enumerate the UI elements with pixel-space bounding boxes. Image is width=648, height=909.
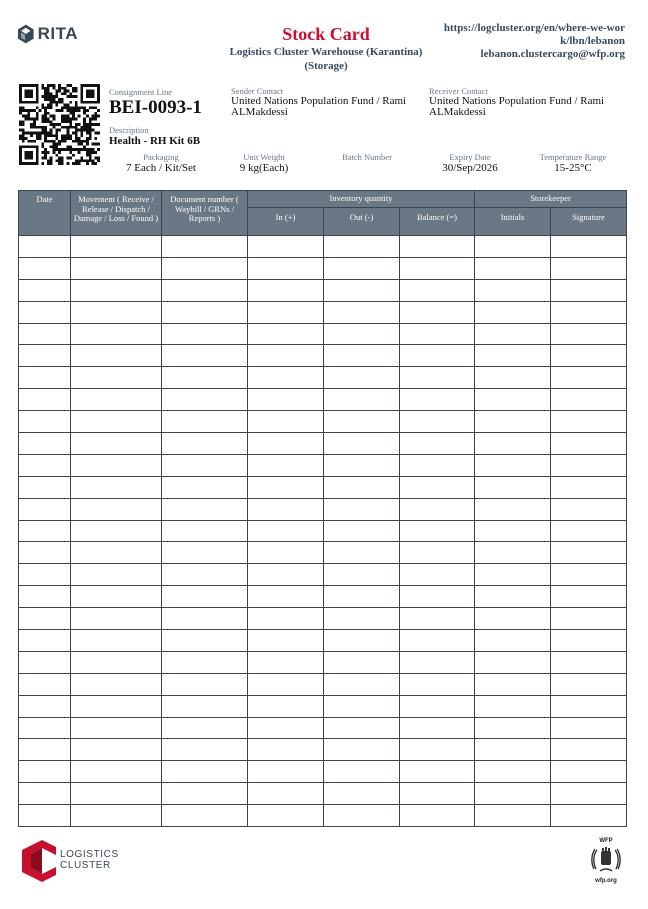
table-cell[interactable] (324, 476, 400, 498)
table-cell[interactable] (71, 761, 162, 783)
table-cell[interactable] (248, 630, 324, 652)
table-cell[interactable] (400, 805, 475, 827)
table-cell[interactable] (71, 454, 162, 476)
table-cell[interactable] (162, 236, 248, 258)
table-cell[interactable] (475, 367, 551, 389)
table-cell[interactable] (71, 301, 162, 323)
table-cell[interactable] (551, 520, 627, 542)
table-cell[interactable] (551, 367, 627, 389)
table-cell[interactable] (400, 542, 475, 564)
table-cell[interactable] (475, 498, 551, 520)
table-cell[interactable] (400, 345, 475, 367)
table-cell[interactable] (19, 630, 71, 652)
table-cell[interactable] (71, 367, 162, 389)
packaging-label: Packaging (143, 152, 179, 162)
col-balance: Balance (=) (400, 208, 475, 236)
table-row (19, 564, 627, 586)
table-cell[interactable] (475, 783, 551, 805)
table-cell[interactable] (248, 761, 324, 783)
table-cell[interactable] (162, 323, 248, 345)
table-cell[interactable] (551, 236, 627, 258)
table-cell[interactable] (400, 630, 475, 652)
table-cell[interactable] (475, 279, 551, 301)
table-cell[interactable] (475, 695, 551, 717)
table-cell[interactable] (400, 433, 475, 455)
expiry-date-value: 30/Sep/2026 (442, 162, 498, 174)
table-row (19, 805, 627, 827)
table-cell[interactable] (19, 717, 71, 739)
table-cell[interactable] (324, 564, 400, 586)
table-cell[interactable] (551, 257, 627, 279)
packaging (110, 152, 212, 174)
table-cell[interactable] (71, 608, 162, 630)
table-cell[interactable] (551, 739, 627, 761)
table-cell[interactable] (19, 367, 71, 389)
table-cell[interactable] (162, 411, 248, 433)
table-cell[interactable] (551, 454, 627, 476)
table-cell[interactable] (162, 717, 248, 739)
table-cell[interactable] (71, 433, 162, 455)
table-cell[interactable] (71, 389, 162, 411)
table-cell[interactable] (19, 761, 71, 783)
table-cell[interactable] (19, 411, 71, 433)
table-cell[interactable] (324, 279, 400, 301)
packaging-value: 7 Each / Kit/Set (126, 162, 196, 174)
table-cell[interactable] (248, 389, 324, 411)
warehouse-name: Logistics Cluster Warehouse (Karantina) (Storage) (229, 46, 423, 72)
table-cell[interactable] (475, 717, 551, 739)
table-row (19, 345, 627, 367)
table-cell[interactable] (19, 739, 71, 761)
table-cell[interactable] (71, 236, 162, 258)
table-cell[interactable] (551, 345, 627, 367)
table-row (19, 279, 627, 301)
col-document-number: Document number ( Waybill / GRNs / Reports ) (162, 191, 248, 236)
table-cell[interactable] (400, 695, 475, 717)
table-cell[interactable] (324, 651, 400, 673)
table-row (19, 454, 627, 476)
receiver-contact-value: United Nations Population Fund / Rami ALMakdessi (429, 95, 605, 118)
table-cell[interactable] (400, 301, 475, 323)
table-row (19, 498, 627, 520)
table-cell[interactable] (248, 345, 324, 367)
table-cell[interactable] (162, 608, 248, 630)
table-row (19, 761, 627, 783)
table-cell[interactable] (248, 695, 324, 717)
table-cell[interactable] (551, 411, 627, 433)
table-cell[interactable] (162, 520, 248, 542)
table-cell[interactable] (71, 739, 162, 761)
table-cell[interactable] (400, 367, 475, 389)
table-cell[interactable] (71, 651, 162, 673)
rita-logo (18, 20, 78, 48)
table-cell[interactable] (248, 279, 324, 301)
table-cell[interactable] (475, 739, 551, 761)
table-cell[interactable] (400, 564, 475, 586)
table-cell[interactable] (551, 673, 627, 695)
table-row (19, 520, 627, 542)
table-cell[interactable] (324, 454, 400, 476)
table-cell[interactable] (551, 301, 627, 323)
table-cell[interactable] (248, 257, 324, 279)
table-cell[interactable] (324, 520, 400, 542)
unit-weight-label: Unit Weight (243, 152, 285, 162)
table-cell[interactable] (248, 454, 324, 476)
table-cell[interactable] (551, 433, 627, 455)
table-cell[interactable] (324, 498, 400, 520)
table-cell[interactable] (162, 564, 248, 586)
table-cell[interactable] (248, 805, 324, 827)
table-cell[interactable] (248, 476, 324, 498)
contact-block (440, 22, 625, 61)
table-cell[interactable] (71, 695, 162, 717)
table-cell[interactable] (71, 520, 162, 542)
expiry-date-label: Expiry Date (449, 152, 491, 162)
table-cell[interactable] (162, 498, 248, 520)
table-cell[interactable] (400, 411, 475, 433)
table-cell[interactable] (324, 805, 400, 827)
table-cell[interactable] (475, 389, 551, 411)
table-cell[interactable] (248, 783, 324, 805)
expiry-date (428, 152, 512, 174)
sender-contact-label: Sender Contact (231, 86, 284, 96)
table-cell[interactable] (248, 367, 324, 389)
table-cell[interactable] (400, 389, 475, 411)
table-cell[interactable] (551, 498, 627, 520)
wfp-logo (588, 838, 624, 884)
table-row (19, 257, 627, 279)
consignment-line-value: BEI-0093-1 (109, 97, 202, 118)
batch-number-label: Batch Number (342, 152, 392, 162)
table-cell[interactable] (400, 279, 475, 301)
table-cell[interactable] (19, 542, 71, 564)
table-cell[interactable] (71, 673, 162, 695)
stock-table (18, 190, 627, 827)
table-cell[interactable] (475, 805, 551, 827)
table-cell[interactable] (71, 542, 162, 564)
table-cell[interactable] (71, 257, 162, 279)
table-cell[interactable] (19, 564, 71, 586)
table-cell[interactable] (475, 608, 551, 630)
col-initials: Initials (475, 208, 551, 236)
table-cell[interactable] (248, 586, 324, 608)
temperature-range-label: Temperature Range (539, 152, 607, 162)
table-cell[interactable] (400, 717, 475, 739)
table-cell[interactable] (19, 498, 71, 520)
table-cell[interactable] (475, 476, 551, 498)
col-storekeeper: Storekeeper (475, 191, 627, 208)
table-cell[interactable] (71, 476, 162, 498)
table-cell[interactable] (162, 454, 248, 476)
table-cell[interactable] (324, 783, 400, 805)
table-cell[interactable] (551, 783, 627, 805)
stock-table-body (19, 236, 627, 827)
table-cell[interactable] (475, 345, 551, 367)
table-cell[interactable] (19, 323, 71, 345)
table-cell[interactable] (551, 608, 627, 630)
table-cell[interactable] (19, 805, 71, 827)
table-cell[interactable] (475, 761, 551, 783)
table-cell[interactable] (19, 520, 71, 542)
table-cell[interactable] (71, 564, 162, 586)
table-cell[interactable] (162, 739, 248, 761)
table-cell[interactable] (162, 257, 248, 279)
table-cell[interactable] (400, 323, 475, 345)
table-cell[interactable] (248, 323, 324, 345)
table-cell[interactable] (551, 323, 627, 345)
table-row (19, 542, 627, 564)
description-label: Description (109, 125, 149, 135)
table-row (19, 783, 627, 805)
table-cell[interactable] (551, 651, 627, 673)
table-cell[interactable] (248, 608, 324, 630)
table-row (19, 323, 627, 345)
table-cell[interactable] (248, 433, 324, 455)
table-cell[interactable] (400, 761, 475, 783)
table-cell[interactable] (324, 367, 400, 389)
table-cell[interactable] (248, 673, 324, 695)
table-cell[interactable] (475, 564, 551, 586)
table-cell[interactable] (162, 651, 248, 673)
cluster-url: https://logcluster.org/en/where-we-work/lbn/lebanon (443, 22, 625, 47)
consignment-line-label: Consignment Line (109, 87, 173, 97)
table-cell[interactable] (324, 761, 400, 783)
table-cell[interactable] (400, 236, 475, 258)
table-cell[interactable] (324, 301, 400, 323)
table-cell[interactable] (551, 761, 627, 783)
table-row (19, 586, 627, 608)
description-value: Health - RH Kit 6B (109, 135, 201, 147)
table-cell[interactable] (248, 564, 324, 586)
table-cell[interactable] (71, 783, 162, 805)
table-cell[interactable] (475, 586, 551, 608)
table-cell[interactable] (324, 257, 400, 279)
col-movement: Movement ( Receive / Release / Dispatch / Damage / Loss / Found ) (71, 191, 162, 236)
table-cell[interactable] (475, 630, 551, 652)
table-cell[interactable] (475, 454, 551, 476)
table-row (19, 433, 627, 455)
table-cell[interactable] (248, 717, 324, 739)
table-cell[interactable] (551, 279, 627, 301)
table-cell[interactable] (162, 433, 248, 455)
table-cell[interactable] (400, 673, 475, 695)
table-row (19, 673, 627, 695)
wfp-logo-top-text: WFP (599, 838, 613, 844)
receiver-contact-label: Receiver Contact (429, 86, 488, 96)
table-cell[interactable] (475, 520, 551, 542)
table-cell[interactable] (324, 586, 400, 608)
table-cell[interactable] (71, 630, 162, 652)
table-cell[interactable] (248, 411, 324, 433)
table-cell[interactable] (71, 805, 162, 827)
table-cell[interactable] (19, 236, 71, 258)
table-cell[interactable] (248, 739, 324, 761)
table-cell[interactable] (248, 520, 324, 542)
table-cell[interactable] (324, 323, 400, 345)
table-cell[interactable] (400, 520, 475, 542)
table-cell[interactable] (162, 783, 248, 805)
table-cell[interactable] (400, 454, 475, 476)
table-cell[interactable] (162, 279, 248, 301)
table-cell[interactable] (248, 301, 324, 323)
table-cell[interactable] (162, 476, 248, 498)
table-cell[interactable] (71, 279, 162, 301)
table-cell[interactable] (162, 695, 248, 717)
table-cell[interactable] (551, 805, 627, 827)
table-cell[interactable] (324, 542, 400, 564)
table-cell[interactable] (19, 345, 71, 367)
table-cell[interactable] (324, 673, 400, 695)
table-cell[interactable] (71, 411, 162, 433)
logistics-cluster-text-2: CLUSTER (60, 860, 111, 871)
table-cell[interactable] (551, 564, 627, 586)
table-cell[interactable] (551, 389, 627, 411)
table-row (19, 608, 627, 630)
table-cell[interactable] (71, 586, 162, 608)
table-cell[interactable] (19, 389, 71, 411)
col-in: In (+) (248, 208, 324, 236)
table-cell[interactable] (162, 630, 248, 652)
table-cell[interactable] (19, 257, 71, 279)
table-cell[interactable] (19, 454, 71, 476)
temperature-range (530, 152, 616, 174)
table-cell[interactable] (551, 542, 627, 564)
table-cell[interactable] (551, 630, 627, 652)
table-cell[interactable] (324, 345, 400, 367)
table-cell[interactable] (71, 498, 162, 520)
table-cell[interactable] (162, 586, 248, 608)
table-cell[interactable] (324, 389, 400, 411)
table-cell[interactable] (324, 236, 400, 258)
table-row (19, 695, 627, 717)
unit-weight-value: 9 kg(Each) (239, 162, 289, 174)
table-cell[interactable] (162, 301, 248, 323)
table-cell[interactable] (248, 542, 324, 564)
table-cell[interactable] (324, 739, 400, 761)
table-cell[interactable] (71, 345, 162, 367)
cluster-email: lebanon.clustercargo@wfp.org (480, 48, 625, 60)
table-cell[interactable] (162, 761, 248, 783)
table-cell[interactable] (551, 695, 627, 717)
table-cell[interactable] (324, 717, 400, 739)
col-out: Out (-) (324, 208, 400, 236)
unit-weight (222, 152, 306, 174)
table-cell[interactable] (248, 236, 324, 258)
table-cell[interactable] (475, 236, 551, 258)
table-cell[interactable] (19, 651, 71, 673)
table-cell[interactable] (248, 498, 324, 520)
table-cell[interactable] (400, 257, 475, 279)
table-cell[interactable] (19, 695, 71, 717)
table-row (19, 236, 627, 258)
table-cell[interactable] (162, 345, 248, 367)
table-cell[interactable] (400, 783, 475, 805)
logistics-cluster-logo-icon (22, 840, 56, 882)
table-cell[interactable] (19, 476, 71, 498)
table-cell[interactable] (400, 586, 475, 608)
table-cell[interactable] (551, 717, 627, 739)
table-cell[interactable] (248, 651, 324, 673)
col-signature: Signature (551, 208, 627, 236)
col-inventory-quantity: Inventory quantity (248, 191, 475, 208)
table-cell[interactable] (19, 301, 71, 323)
table-cell[interactable] (324, 608, 400, 630)
table-cell[interactable] (162, 805, 248, 827)
table-row (19, 739, 627, 761)
table-row (19, 651, 627, 673)
table-cell[interactable] (324, 411, 400, 433)
title-block (210, 24, 442, 73)
table-cell[interactable] (162, 673, 248, 695)
table-cell[interactable] (475, 433, 551, 455)
table-cell[interactable] (400, 739, 475, 761)
table-row (19, 630, 627, 652)
wfp-emblem-icon (590, 845, 622, 873)
temperature-range-value: 15-25°C (554, 162, 592, 174)
page-title: Stock Card (282, 24, 370, 44)
table-cell[interactable] (324, 630, 400, 652)
table-cell[interactable] (162, 542, 248, 564)
table-row (19, 389, 627, 411)
table-cell[interactable] (551, 586, 627, 608)
table-cell[interactable] (71, 717, 162, 739)
table-cell[interactable] (551, 476, 627, 498)
batch-number (322, 152, 412, 163)
table-cell[interactable] (19, 673, 71, 695)
table-cell[interactable] (475, 411, 551, 433)
table-cell[interactable] (19, 586, 71, 608)
table-cell[interactable] (400, 651, 475, 673)
table-cell[interactable] (19, 608, 71, 630)
logistics-cluster-text-1: LOGISTICS (60, 849, 119, 860)
table-cell[interactable] (475, 257, 551, 279)
table-cell[interactable] (475, 542, 551, 564)
table-cell[interactable] (19, 783, 71, 805)
table-row (19, 301, 627, 323)
table-cell[interactable] (475, 673, 551, 695)
rita-logo-text: RITA (37, 24, 78, 43)
table-cell[interactable] (475, 301, 551, 323)
table-cell[interactable] (475, 323, 551, 345)
qr-code-icon (19, 84, 100, 165)
table-cell[interactable] (475, 651, 551, 673)
table-cell[interactable] (324, 433, 400, 455)
sender-contact-value: United Nations Population Fund / Rami ALMakdessi (231, 95, 407, 118)
table-row (19, 367, 627, 389)
table-cell[interactable] (162, 367, 248, 389)
rita-logo-icon (18, 22, 34, 46)
col-date: Date (19, 191, 71, 236)
table-cell[interactable] (162, 389, 248, 411)
table-cell[interactable] (400, 498, 475, 520)
table-row (19, 717, 627, 739)
table-cell[interactable] (400, 608, 475, 630)
table-row (19, 476, 627, 498)
table-cell[interactable] (19, 279, 71, 301)
table-cell[interactable] (324, 695, 400, 717)
table-cell[interactable] (71, 323, 162, 345)
table-cell[interactable] (19, 433, 71, 455)
wfp-logo-bottom-text: wfp.org (595, 878, 617, 884)
table-cell[interactable] (400, 476, 475, 498)
logistics-cluster-logo (22, 840, 119, 882)
table-row (19, 411, 627, 433)
